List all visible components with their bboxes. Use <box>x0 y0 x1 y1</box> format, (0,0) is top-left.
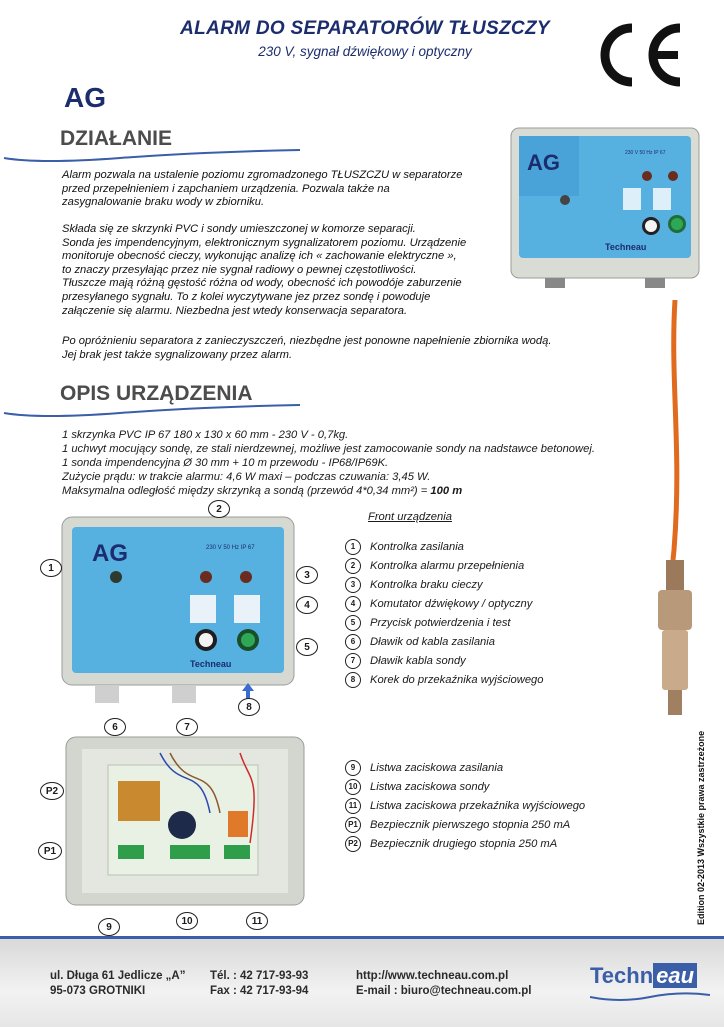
website-link[interactable]: http://www.techneau.com.pl <box>356 970 509 982</box>
spec-line: 1 sonda impendencyjna Ø 30 mm + 10 m przewodu - IP68/IP69K. <box>62 457 389 469</box>
callout-8: 8 <box>238 698 260 716</box>
callout-5: 5 <box>296 638 318 656</box>
action-paragraph-3: Po opróżnieniu separatora z zanieczyszczeń, niezbędne jest ponowne napełnienie zbiornika wodą. Jej brak jest także sygnalizowany przez alarm. <box>62 335 552 361</box>
device-inside-photo <box>60 733 310 918</box>
distance-value: 100 m <box>430 485 463 497</box>
callout-6: 6 <box>104 718 126 736</box>
list-item: 7 Dławik kabla sondy <box>345 651 665 670</box>
spec-line: 1 uchwyt mocujący sondę, ze stali nierdzewnej, możliwe jest zamocowanie sondy na nadstawce betonowej. <box>62 443 595 455</box>
ce-mark-icon <box>592 20 688 90</box>
list-item: 4 Komutator dźwiękowy / optyczny <box>345 594 665 613</box>
device-front-photo <box>40 505 330 715</box>
spec-line-distance: Maksymalna odległość między skrzynką a sondą (przewód 4*0,34 mm²) = 100 m <box>62 485 463 497</box>
callout-11: 11 <box>246 912 268 930</box>
list-item: 3 Kontrolka braku cieczy <box>345 575 665 594</box>
front-legend <box>345 537 665 689</box>
list-item: 5 Przycisk potwierdzenia i test <box>345 613 665 632</box>
action-paragraph-1: Alarm pozwala na ustalenie poziomu zgromadzonego TŁUSZCZU w separatorze przed przepełnieniem i zapchaniem urządzenia. Pozwala także na zasygnalowanie braku wody w zbiorniku. <box>62 169 463 209</box>
callout-3: 3 <box>296 566 318 584</box>
list-item: P1 Bezpiecznik pierwszego stopnia 250 mA <box>345 815 665 834</box>
device-photo-top <box>505 118 705 298</box>
svg-text:230 V 50 Hz IP 67: 230 V 50 Hz IP 67 <box>206 545 255 551</box>
section-heading-description: OPIS URZĄDZENIA <box>60 382 253 405</box>
spec-line: Zużycie prądu: w trakcie alarmu: 4,6 W maxi – podczas czuwania: 3,45 W. <box>62 471 431 483</box>
callout-4: 4 <box>296 596 318 614</box>
footer-address: ul. Długa 61 Jedlicze „A” 95-073 GROTNIKI <box>50 970 186 997</box>
footer <box>0 936 724 1027</box>
list-item: 11 Listwa zaciskowa przekaźnika wyjściowego <box>345 796 665 815</box>
svg-text:Techneau: Techneau <box>605 242 647 252</box>
inside-legend <box>345 758 665 853</box>
list-item: P2 Bezpiecznik drugiego stopnia 250 mA <box>345 834 665 853</box>
email-link[interactable]: E-mail : biuro@techneau.com.pl <box>356 985 532 997</box>
device-ag-label: AG <box>527 150 560 175</box>
callout-p2: P2 <box>40 782 64 800</box>
spec-line: 1 skrzynka PVC IP 67 180 x 130 x 60 mm - 230 V - 0,7kg. <box>62 429 349 441</box>
svg-text:AG: AG <box>92 540 128 567</box>
techneau-logo: Techn eau <box>590 963 710 1003</box>
front-title: Front urządzenia <box>368 511 452 523</box>
list-item: 9 Listwa zaciskowa zasilania <box>345 758 665 777</box>
list-item: 1 Kontrolka zasilania <box>345 537 665 556</box>
logo-wave-icon <box>590 989 710 1003</box>
document-subtitle: 230 V, sygnał dźwiękowy i optyczny <box>258 44 472 59</box>
section-heading-action: DZIAŁANIE <box>60 127 172 150</box>
footer-contact: Tél. : 42 717-93-93 Fax : 42 717-93-94 <box>210 970 309 997</box>
footer-web <box>356 969 531 999</box>
product-code: AG <box>64 82 106 113</box>
list-item: 6 Dławik od kabla zasilania <box>345 632 665 651</box>
callout-7: 7 <box>176 718 198 736</box>
callout-10: 10 <box>176 912 198 930</box>
callout-2: 2 <box>208 500 230 518</box>
edition-note: Edition 02-2013 Wszystkie prawa zastrzeżone <box>696 730 706 925</box>
document-title: ALARM DO SEPARATORÓW TŁUSZCZY <box>180 18 550 39</box>
svg-text:Techneau: Techneau <box>190 659 232 669</box>
list-item: 2 Kontrolka alarmu przepełnienia <box>345 556 665 575</box>
svg-text:230 V 50 Hz IP 67: 230 V 50 Hz IP 67 <box>625 150 666 156</box>
spec-list <box>62 428 702 498</box>
callout-9: 9 <box>98 918 120 936</box>
callout-p1: P1 <box>38 842 62 860</box>
list-item: 8 Korek do przekaźnika wyjściowego <box>345 670 665 689</box>
action-paragraph-2: Składa się ze skrzynki PVC i sondy umieszczonej w komorze separacji. Sonda jes impendencyjnym, elektronicznym sygnalizatorem poziomu. Urządzenie monitoruje obecność cieczy, wykonując analizę ich « zachowanie elektryczne », to znaczy przesyłając przez nie sygnał radiowy o pewnej częstotliwości. Tłuszcze mają różną gęstość różna od wody, obecność ich powodóje zaburzenie przesyłanego sygnału. To z kolei wyczytywane jez przez sondę i powoduje załączenie się alarmu. Niezbedna jest wtedy konserwacja separatora. <box>62 223 467 317</box>
callout-1: 1 <box>40 559 62 577</box>
list-item: 10 Listwa zaciskowa sondy <box>345 777 665 796</box>
